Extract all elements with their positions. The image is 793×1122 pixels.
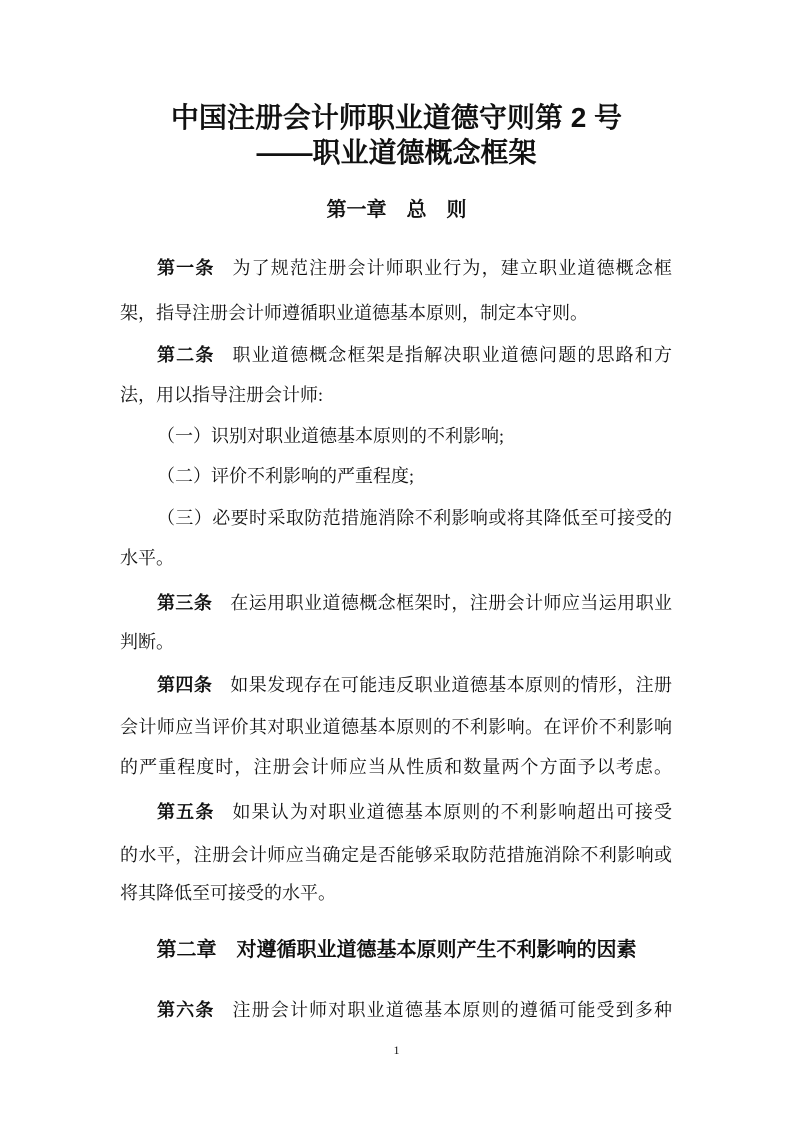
- list-item: （二）评价不利影响的严重程度;: [157, 466, 414, 486]
- title-line-1: 中国注册会计师职业道德守则第 2 号: [170, 102, 623, 133]
- chapter-2-heading: 第二章 对遵循职业道德基本原则产生不利影响的因素: [156, 939, 637, 961]
- article-2: [157, 343, 672, 367]
- article-label: 第六条: [157, 1000, 215, 1020]
- article-4: [157, 673, 672, 697]
- text-line: 如果发现存在可能违反职业道德基本原则的情形，注册: [230, 675, 673, 695]
- article-label: 第五条: [157, 802, 215, 822]
- text-line: 的严重程度时，注册会计师应当从性质和数量两个方面予以考虑。: [120, 757, 672, 777]
- article-label: 第一条: [157, 258, 215, 278]
- article-6: [157, 998, 672, 1022]
- text-line: 为了规范注册会计师职业行为，建立职业道德概念框: [232, 258, 673, 278]
- text-line: 水平。: [120, 548, 174, 568]
- text-line: 架，指导注册会计师遵循职业道德基本原则，制定本守则。: [120, 303, 588, 323]
- text-line: 在运用职业道德概念框架时，注册会计师应当运用职业: [230, 593, 673, 613]
- article-label: 第二条: [157, 345, 215, 365]
- text-line: 的水平，注册会计师应当确定是否能够采取防范措施消除不利影响或: [120, 845, 672, 865]
- text-line: 会计师应当评价其对职业道德基本原则的不利影响。在评价不利影响: [120, 717, 672, 737]
- text-line: 判断。: [120, 632, 174, 652]
- article-3: [157, 591, 672, 615]
- text-line: 如果认为对职业道德基本原则的不利影响超出可接受: [232, 802, 673, 822]
- article-5: [157, 800, 672, 824]
- list-item: （三）必要时采取防范措施消除不利影响或将其降低至可接受的: [157, 508, 672, 528]
- text-line: 职业道德概念框架是指解决职业道德问题的思路和方: [232, 345, 673, 365]
- page-number: 1: [393, 1043, 400, 1057]
- title-line-2: ——职业道德概念框架: [256, 137, 537, 168]
- text-line: 法，用以指导注册会计师:: [120, 385, 323, 405]
- article-1: [157, 256, 672, 280]
- text-line: 将其降低至可接受的水平。: [120, 883, 336, 903]
- list-item: （一）识别对职业道德基本原则的不利影响;: [157, 426, 504, 446]
- article-label: 第四条: [157, 675, 213, 695]
- article-label: 第三条: [157, 593, 213, 613]
- text-line: 注册会计师对职业道德基本原则的遵循可能受到多种: [232, 1000, 673, 1020]
- chapter-1-heading: 第一章 总 则: [326, 199, 467, 221]
